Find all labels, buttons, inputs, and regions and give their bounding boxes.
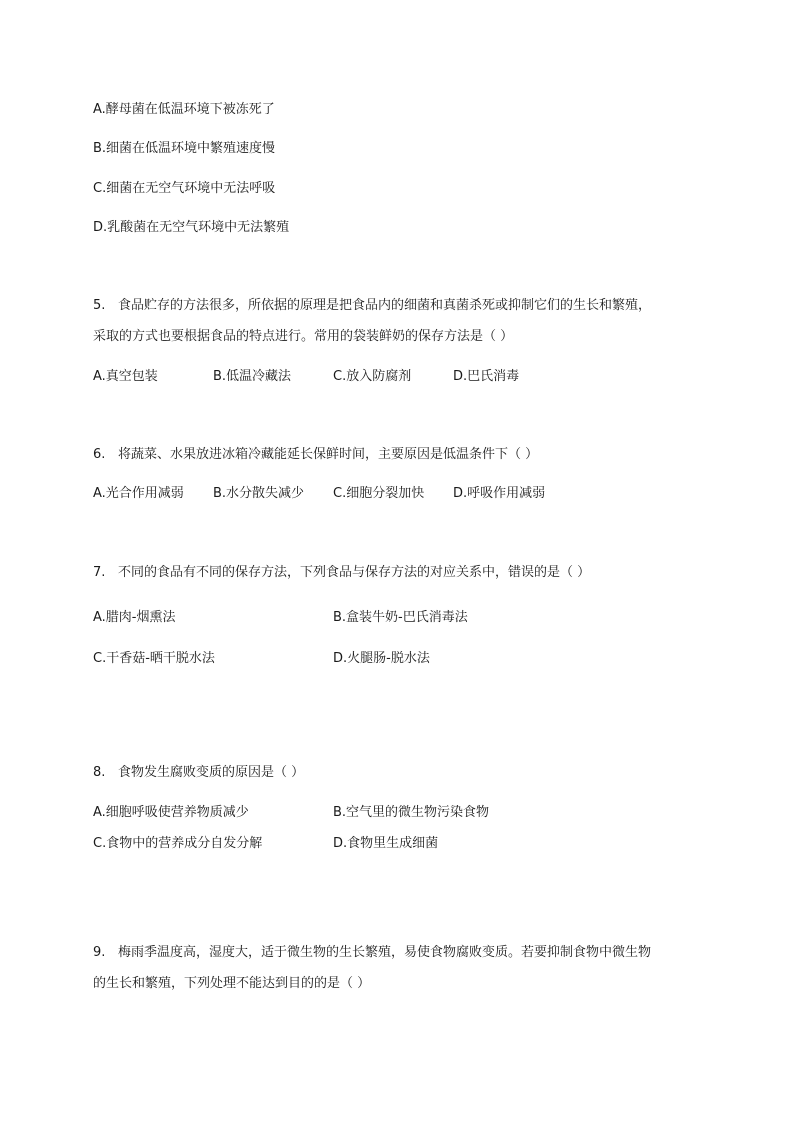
q7-option-a: A.腊肉-烟熏法 <box>93 610 176 625</box>
q6-stem: 将蔬菜、水果放进冰箱冷藏能延长保鲜时间，主要原因是低温条件下（ ） <box>118 447 539 462</box>
q8-option-c: C.食物中的营养成分自发分解 <box>93 836 263 851</box>
q5-option-b: B.低温冷藏法 <box>213 369 292 384</box>
q9-number: 9. <box>93 945 106 960</box>
q5-stem-line1: 食品贮存的方法很多，所依据的原理是把食品内的细菌和真菌杀死或抑制它们的生长和繁殖， <box>118 298 652 313</box>
q4-option-d: D.乳酸菌在无空气环境中无法繁殖 <box>93 220 290 235</box>
q7-option-c: C.干香菇-晒干脱水法 <box>93 651 215 666</box>
q8-option-a: A.细胞呼吸使营养物质减少 <box>93 805 249 820</box>
q8-stem: 食物发生腐败变质的原因是（ ） <box>118 765 305 780</box>
q5-option-d: D.巴氏消毒 <box>453 369 520 384</box>
q5-option-c: C.放入防腐剂 <box>333 369 412 384</box>
q7-option-d: D.火腿肠-脱水法 <box>333 651 430 666</box>
q5-stem-line2: 采取的方式也要根据食品的特点进行。常用的袋装鲜奶的保存方法是（ ） <box>93 329 514 344</box>
q7-option-b: B.盒装牛奶-巴氏消毒法 <box>333 610 468 625</box>
q6-option-a: A.光合作用减弱 <box>93 486 184 501</box>
q8-number: 8. <box>93 765 106 780</box>
q6-option-b: B.水分散失减少 <box>213 486 305 501</box>
q4-option-b: B.细菌在低温环境中繁殖速度慢 <box>93 141 276 156</box>
q7-number: 7. <box>93 565 106 580</box>
q4-option-c: C.细菌在无空气环境中无法呼吸 <box>93 181 276 196</box>
q5-option-a: A.真空包装 <box>93 369 158 384</box>
q5-number: 5. <box>93 298 106 313</box>
q8-option-b: B.空气里的微生物污染食物 <box>333 805 490 820</box>
q8-option-d: D.食物里生成细菌 <box>333 836 439 851</box>
q9-stem-line1: 梅雨季温度高，湿度大，适于微生物的生长繁殖，易使食物腐败变质。若要抑制食物中微生物 <box>118 945 652 960</box>
q4-option-a: A.酵母菌在低温环境下被冻死了 <box>93 102 275 117</box>
q9-stem-line2: 的生长和繁殖，下列处理不能达到目的的是（ ） <box>93 976 371 991</box>
q6-option-c: C.细胞分裂加快 <box>333 486 425 501</box>
q6-number: 6. <box>93 447 106 462</box>
q7-stem: 不同的食品有不同的保存方法，下列食品与保存方法的对应关系中，错误的是（ ） <box>118 565 591 580</box>
q6-option-d: D.呼吸作用减弱 <box>453 486 546 501</box>
